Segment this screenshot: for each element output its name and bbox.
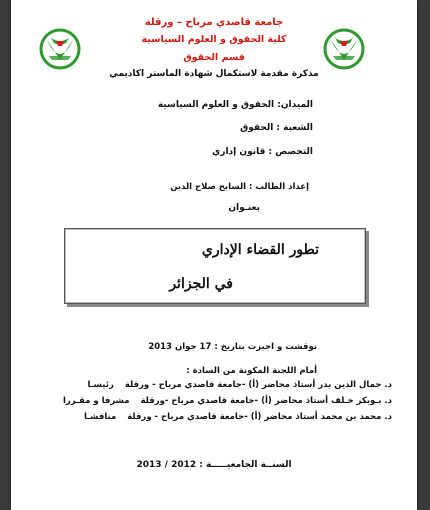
member-role: رئيسـا [87, 380, 114, 390]
thesis-title-line-2: في الجزائر [169, 276, 233, 292]
student-name: إعداد الطالب : السايح صلاح الدين [170, 182, 309, 192]
field-line: الميدان: الحقوق و العلوم السياسية [157, 100, 313, 110]
member-name: د. محمد بن محمد [320, 412, 392, 422]
thesis-type: مذكرة مقدمة لاستكمال شهادة الماستر اكاديمي [109, 69, 319, 79]
member-rank: أستاذ محاضر (أ) [248, 380, 316, 390]
thesis-title-line-1: تطور القضاء الإداري [201, 242, 319, 258]
member-name: د. بـوبكر خـلف [331, 396, 392, 406]
member-affiliation: -جامعة قاصدي مرباح -ورقلة [140, 396, 259, 406]
specialty-line: التخصص : قانون إداري [212, 147, 313, 157]
committee-member [63, 396, 392, 406]
committee-member [84, 412, 392, 422]
member-role: مشرفا و مقـررا [63, 396, 130, 406]
member-affiliation: -جامعة قاصدي مرباح - ورقلة [127, 412, 248, 422]
department-name: قسم الحقوق [183, 52, 245, 63]
committee-member [88, 380, 392, 390]
member-name: د. جمال الدين بدر [318, 380, 392, 390]
faculty-name: كلية الحقوق و العلوم السياسية [141, 34, 287, 45]
committee-heading: أمام اللجنة المكونة من السادة : [186, 366, 317, 376]
member-rank: أستاذ محاضر (أ) [261, 396, 329, 406]
defense-date: نوقشت و اجيزت بتاريخ : 17 جوان 2013 [148, 342, 317, 352]
academic-year: السنــة الجامعيـــــة : 2012 / 2013 [136, 460, 292, 470]
branch-line: الشعبة : الحقوق [240, 123, 313, 133]
university-name: جامعة قاصدي مرباح – ورقلة [144, 17, 284, 28]
title-heading: بعنـوان [228, 203, 260, 213]
member-affiliation: -جامعة قاصدي مرباح - ورقلة [124, 380, 246, 390]
member-rank: أستاذ محاضر (أ) [250, 412, 318, 422]
document-page [11, 0, 417, 510]
thesis-title-box [64, 228, 366, 304]
member-role: مناقشـا [84, 412, 117, 422]
